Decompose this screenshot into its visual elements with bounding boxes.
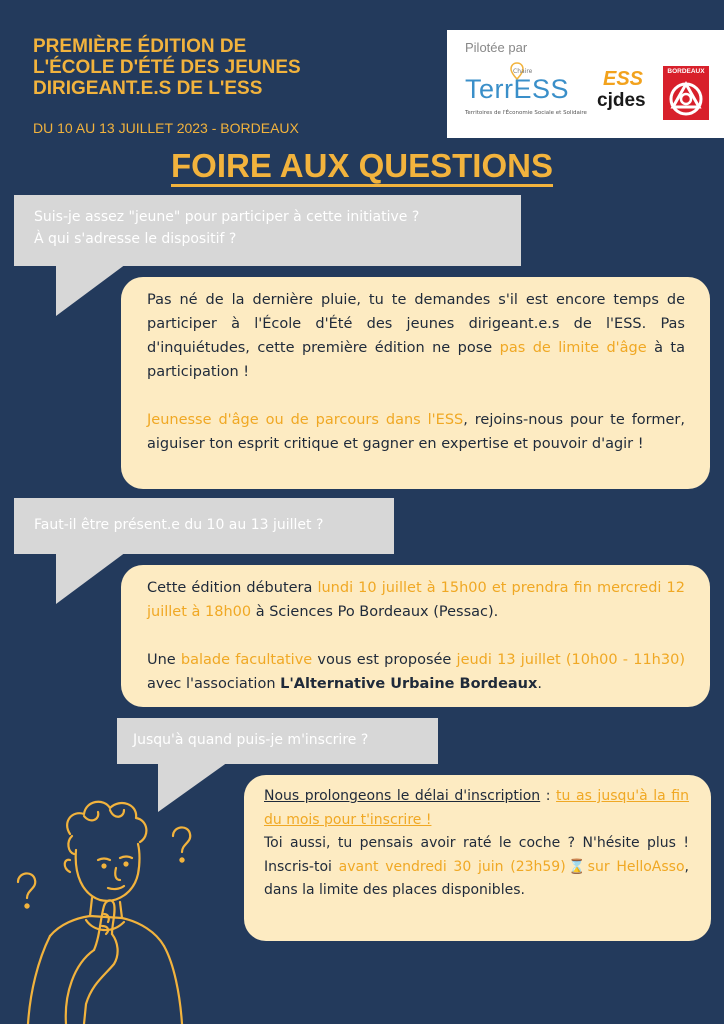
- title-line: L'ÉCOLE D'ÉTÉ DES JEUNES: [33, 57, 301, 78]
- answer-bubble-3: [244, 775, 711, 941]
- answer-paragraph: Une balade facultative vous est proposée jeudi 13 juillet (10h00 - 11h30) avec l'association L'Alternative Urbaine Bordeaux.: [147, 652, 685, 692]
- bordeaux-logo: [663, 66, 709, 120]
- cjdes-name: cjdes: [597, 90, 646, 111]
- event-dates: DU 10 AU 13 JUILLET 2023 - BORDEAUX: [33, 120, 299, 136]
- terress-tagline: Territoires de l'Économie Sociale et Solidaire: [465, 110, 587, 116]
- answer-paragraph: Pas né de la dernière pluie, tu te demandes s'il est encore temps de participer à l'École d'Été des jeunes dirigeant.e.s de l'ESS. Pas d'inquiétudes, cette première édition ne pose pas de limite d'âge à ta participation !: [147, 292, 685, 380]
- cjdes-ess: ESS: [603, 68, 644, 90]
- question-mark-icon: [173, 827, 190, 852]
- answer-paragraph: Jeunesse d'âge ou de parcours dans l'ESS, rejoins-nous pour te former, aiguiser ton esprit critique et gagner en expertise et pouvoir d'agir !: [147, 412, 685, 452]
- terress-logo: [463, 66, 587, 126]
- question-line: Jusqu'à quand puis-je m'inscrire ?: [133, 732, 369, 748]
- event-title: [33, 36, 363, 99]
- piloted-by-label: Pilotée par: [465, 40, 528, 55]
- hourglass-icon: ⌛: [565, 858, 588, 875]
- question-bubble-3: [117, 718, 438, 764]
- answer-paragraph: Nous prolongeons le délai d'inscription : tu as jusqu'à la fin du mois pour t'inscrire !: [264, 788, 689, 828]
- question-bubble-2: [14, 498, 394, 554]
- bordeaux-emblem-icon: [663, 77, 709, 120]
- faq-title: FOIRE AUX QUESTIONS: [0, 147, 724, 185]
- title-line: DIRIGEANT.E.S DE L'ESS: [33, 78, 263, 99]
- answer-bubble-1: [121, 277, 710, 489]
- terress-chaire: Chaire: [513, 68, 533, 75]
- question-line: À qui s'adresse le dispositif ?: [34, 231, 237, 247]
- question-mark-icon: [18, 873, 35, 898]
- question-bubble-1: [14, 195, 521, 266]
- bordeaux-name: BORDEAUX: [663, 66, 709, 77]
- title-line: PREMIÈRE ÉDITION DE: [33, 36, 247, 57]
- answer-paragraph: Toi aussi, tu pensais avoir raté le coche ? N'hésite plus ! Inscris-toi avant vendredi 30 juin (23h59)⌛sur HelloAsso, dans la limite des places disponibles.: [264, 835, 689, 898]
- answer-paragraph: Cette édition débutera lundi 10 juillet à 15h00 et prendra fin mercredi 12 juillet à 18h00 à Sciences Po Bordeaux (Pessac).: [147, 580, 685, 620]
- question-line: Suis-je assez "jeune" pour participer à cette initiative ?: [34, 209, 420, 225]
- question-line: Faut-il être présent.e du 10 au 13 juillet ?: [34, 517, 324, 533]
- thinking-person-illustration: [0, 764, 215, 1024]
- answer-bubble-2: [121, 565, 710, 707]
- partners-box: [447, 30, 724, 138]
- terress-name: TerrESS: [465, 74, 570, 104]
- cjdes-logo: [593, 68, 645, 120]
